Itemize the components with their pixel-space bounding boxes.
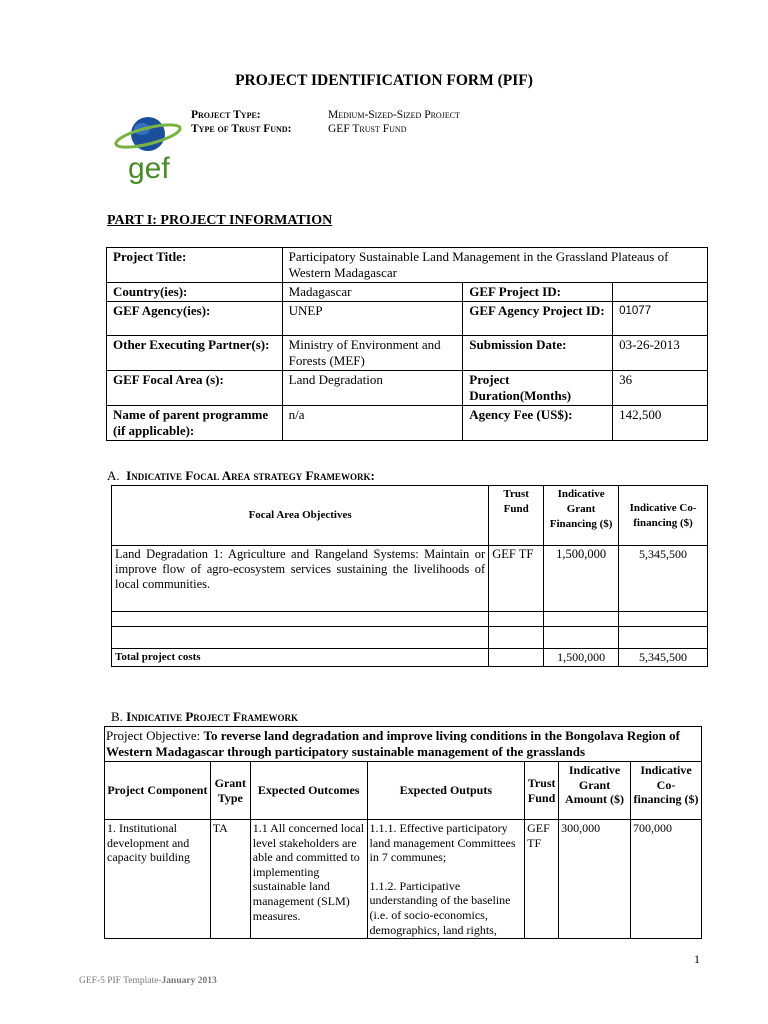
project-objective-text: To reverse land degradation and improve living conditions in the Bongolava Region of Western Madagascar through participatory sustainable management of the grasslands [106, 728, 680, 759]
footer-date: January 2013 [161, 976, 217, 986]
table-row [105, 820, 702, 939]
col-header-grant: Indicative Grant Financing ($) [544, 486, 619, 546]
form-title: PROJECT IDENTIFICATION FORM (PIF) [235, 72, 533, 89]
agency-fee-value: 142,500 [613, 406, 708, 441]
outcome-cell: 1.1 All concerned local level stakeholders are able and committed to implementing sustainable land management (SLM) measures. [250, 820, 367, 939]
section-b-heading [111, 709, 298, 725]
footer-template: GEF-5 PIF Template- [79, 976, 162, 986]
col-header-grant-type: Grant Type [210, 762, 250, 820]
output-2: 1.1.2. Participative understanding of the baseline (i.e. of socio-economics, demographics, land rights, [369, 878, 511, 937]
total-label: Total project costs [112, 649, 489, 667]
grant-cell: 1,500,000 [544, 546, 619, 612]
trust-fund-cell-b: GEF TF [525, 820, 559, 939]
table-row [112, 486, 708, 546]
project-title-value: Participatory Sustainable Land Management in the Grassland Plateaus of Western Madagascar [282, 248, 707, 283]
outputs-cell [367, 820, 525, 939]
country-label: Country(ies): [107, 283, 283, 302]
trust-fund-row [191, 123, 291, 135]
table-row [107, 302, 708, 336]
output-1: 1.1.1. Effective participatory land management Committees in 7 communes; [369, 821, 516, 865]
grant-amount-cell: 300,000 [559, 820, 631, 939]
table-row [107, 283, 708, 302]
project-framework-table [104, 726, 702, 939]
col-header-outputs: Expected Outputs [367, 762, 525, 820]
agency-value: UNEP [282, 302, 463, 336]
section-b-letter: B. [111, 709, 123, 724]
page-number: 1 [694, 952, 700, 966]
project-objective-label: Project Objective: [106, 728, 201, 743]
focal-area-value: Land Degradation [282, 371, 463, 406]
agency-project-id-label: GEF Agency Project ID: [463, 302, 613, 336]
focal-area-table [111, 485, 708, 667]
other-exec-label: Other Executing Partner(s): [107, 336, 283, 371]
col-header-component: Project Component [105, 762, 211, 820]
section-a-title: Indicative Focal Area strategy Framework: [126, 468, 375, 483]
duration-value: 36 [613, 371, 708, 406]
col-header-trust-fund-b: Trust Fund [525, 762, 559, 820]
project-objective-cell [105, 727, 702, 762]
section-a-letter: A. [107, 468, 120, 483]
agency-label: GEF Agency(ies): [107, 302, 283, 336]
trust-fund-label: Type of Trust Fund: [191, 123, 292, 135]
gef-logo-text: gef [128, 152, 170, 184]
focal-area-label: GEF Focal Area (s): [107, 371, 283, 406]
cofin-cell: 5,345,500 [619, 546, 708, 612]
table-row [112, 649, 708, 667]
table-row [107, 371, 708, 406]
total-grant: 1,500,000 [544, 649, 619, 667]
col-header-objectives: Focal Area Objectives [112, 486, 489, 546]
section-a-heading [107, 468, 375, 484]
table-row [105, 762, 702, 820]
col-header-grant-amount: Indicative Grant Amount ($) [559, 762, 631, 820]
table-row [112, 612, 708, 627]
table-row [107, 248, 708, 283]
col-header-outcomes: Expected Outcomes [250, 762, 367, 820]
trust-fund-value: GEF Trust Fund [328, 123, 407, 135]
table-row [112, 627, 708, 649]
duration-label: Project Duration(Months) [463, 371, 613, 406]
project-type-row [191, 109, 261, 121]
project-type-label: Project Type: [191, 109, 261, 121]
cofin-cell-b: 700,000 [631, 820, 702, 939]
project-type-value: Medium-Sized-Sized Project [328, 109, 460, 121]
gef-logo [112, 108, 188, 184]
agency-project-id-value: 01077 [613, 302, 708, 336]
submission-date-label: Submission Date: [463, 336, 613, 371]
part1-heading: PART I: PROJECT INFORMATION [107, 213, 333, 228]
trust-fund-cell: GEF TF [489, 546, 544, 612]
project-title-label: Project Title: [107, 248, 283, 283]
footer [79, 976, 217, 986]
table-row [105, 727, 702, 762]
submission-date-value: 03-26-2013 [613, 336, 708, 371]
total-cofin: 5,345,500 [619, 649, 708, 667]
objective-cell: Land Degradation 1: Agriculture and Rangeland Systems: Maintain or improve flow of agro-ecosystem services sustaining the livelihoods of local communities. [112, 546, 489, 612]
col-header-trust-fund: Trust Fund [489, 486, 544, 546]
country-value: Madagascar [282, 283, 463, 302]
table-row [112, 546, 708, 612]
other-exec-value: Ministry of Environment and Forests (MEF) [282, 336, 463, 371]
gef-project-id-value [613, 283, 708, 302]
parent-programme-label: Name of parent programme (if applicable): [107, 406, 283, 441]
gef-project-id-label: GEF Project ID: [463, 283, 613, 302]
parent-programme-value: n/a [282, 406, 463, 441]
table-row [107, 406, 708, 441]
agency-fee-label: Agency Fee (US$): [463, 406, 613, 441]
col-header-cofin: Indicative Co-financing ($) [619, 486, 708, 546]
project-info-table [106, 247, 708, 441]
table-row [107, 336, 708, 371]
component-cell: 1. Institutional development and capacity building [105, 820, 211, 939]
col-header-cofin-b: Indicative Co-financing ($) [631, 762, 702, 820]
section-b-title: Indicative Project Framework [126, 709, 298, 724]
grant-type-cell: TA [210, 820, 250, 939]
